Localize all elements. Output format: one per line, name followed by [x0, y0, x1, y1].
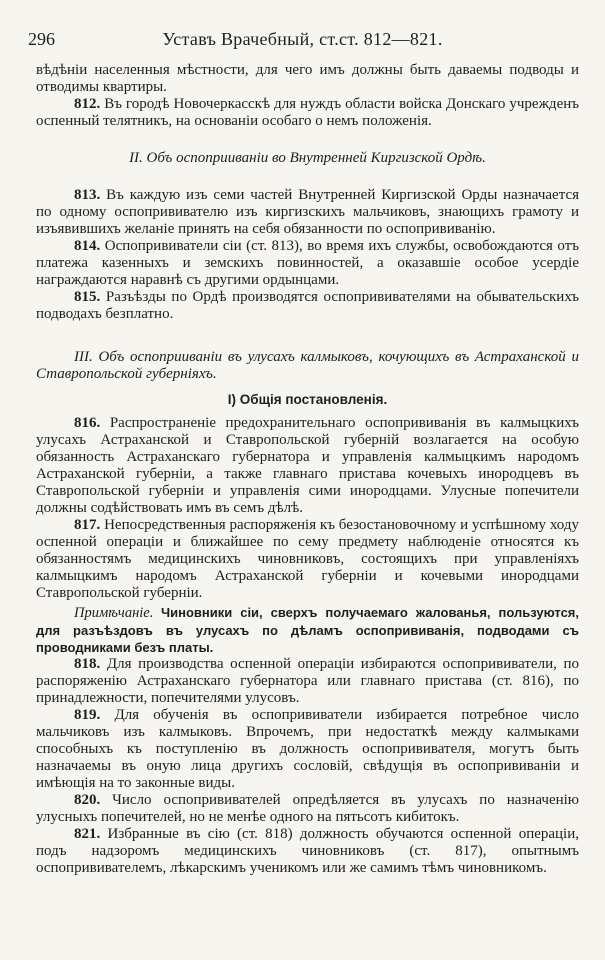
- article-text: Оспопрививатели сіи (ст. 813), во время ихъ службы, освобождаются отъ платежа казенныхъ и земскихъ повинностей, а оказавшіе особое усердіе награждаются наравнѣ съ другими ордынцами.: [36, 238, 580, 288]
- article-number: 818.: [74, 656, 101, 672]
- note-label: Примѣчаніе.: [74, 605, 154, 621]
- article-number: 814.: [74, 238, 101, 254]
- article-815: [36, 289, 579, 323]
- article-814: [36, 238, 579, 289]
- article-816: [36, 415, 579, 517]
- section-title-iii: III. Объ оспоприиваніи въ улусахъ калмыковъ, кочующихъ въ Астраханской и Ставропольской губерніяхъ.: [36, 349, 579, 382]
- article-817: [36, 517, 579, 602]
- article-text: Распространеніе предохранительнаго оспопрививанія въ калмыцкихъ улусахъ Астраханской и Ставропольской губерній возлагается на особую обязанность Астраханскаго губернатора и управленія калмыцкимъ народомъ Астраханской губерніи, а также главнаго пристава кочевыхъ инородцевъ въ Ставропольской губерніи и управленія сими инородцами. Улусные попечители должны содѣйствовать имъ въ семъ дѣлѣ.: [36, 415, 579, 516]
- article-text: Въ городѣ Новочеркасскѣ для нуждъ области войска Донскаго учрежденъ оспенный телятникъ, на основаніи особаго о немъ положенія.: [36, 96, 580, 129]
- article-number: 812.: [74, 96, 101, 112]
- article-text: Разъѣзды по Ордѣ производятся оспопрививателями на обывательскихъ подводахъ безплатно.: [36, 289, 580, 322]
- article-text: Въ каждую изъ семи частей Внутренней Киргизской Орды назначается по одному оспопрививателю изъ киргизскихъ мальчиковъ, знающихъ грамоту и изъявившихъ желаніе принять на себя обязанности по оспопрививанію.: [36, 187, 580, 237]
- article-819: [36, 707, 579, 792]
- note-text: Чиновники сіи, сверхъ получаемаго жалованья, пользуются, для разъѣздовъ въ улусахъ по дѣламъ оспопрививанія, подводами съ проводниками безъ платы.: [36, 605, 580, 655]
- article-number: 820.: [74, 792, 101, 808]
- article-number: 813.: [74, 187, 101, 203]
- note: [36, 604, 579, 656]
- article-812: [36, 96, 579, 130]
- article-number: 821.: [74, 826, 101, 842]
- page-body: [36, 62, 579, 877]
- page-number: 296: [28, 29, 55, 49]
- section-title-ii: II. Объ оспоприиваніи во Внутренней Киргизской Ордѣ.: [129, 150, 486, 166]
- running-head: Уставъ Врачебный, ст.ст. 812—821.: [162, 29, 443, 49]
- subsection-title: I) Общія постановленія.: [227, 392, 388, 407]
- article-number: 815.: [74, 289, 101, 305]
- article-820: [36, 792, 579, 826]
- article-text: Избранные въ сію (ст. 818) должность обучаются оспенной операціи, подъ надзоромъ медицинскихъ чиновниковъ (ст. 817), опытнымъ оспопрививателемъ, лѣкарскимъ ученикомъ или же самимъ тѣмъ чиновникомъ.: [36, 826, 580, 876]
- article-818: [36, 656, 579, 707]
- paragraph-continuation: вѣдѣніи населенныя мѣстности, для чего имъ должны быть даваемы подводы и отводимы квартиры.: [36, 62, 579, 95]
- article-text: Для производства оспенной операціи избираются оспопрививатели, по распоряженію Астраханскаго губернатора или главнаго пристава (ст. 816), по принадлежности, попечителями улусовъ.: [36, 656, 580, 706]
- article-text: Для обученія въ оспопрививатели избирается потребное число мальчиковъ изъ калмыковъ. Впрочемъ, при недостаткѣ между калмыками способныхъ къ поступленію въ должность оспопрививателя, могутъ быть назначаемы въ оную лица другихъ сословій, свѣдущія въ оспопрививаніи и имѣющія на то законные виды.: [36, 707, 579, 791]
- article-number: 819.: [74, 707, 101, 723]
- article-813: [36, 187, 579, 238]
- article-821: [36, 826, 579, 877]
- article-number: 816.: [74, 415, 101, 431]
- page-header: [28, 26, 577, 52]
- article-text: Число оспопрививателей опредѣляется въ улусахъ по назначенію улусныхъ попечителей, но не менѣе одного на пятьсотъ кибитокъ.: [36, 792, 579, 825]
- article-number: 817.: [74, 517, 101, 533]
- article-text: Непосредственныя распоряженія къ безостановочному и успѣшному ходу оспенной операціи и ближайшее по сему предмету наблюденіе относятся къ обязанностямъ медицинскихъ чиновниковъ, состоящихъ при управленіяхъ калмыцкимъ народомъ Астраханской губерніи и кочевыми инородцами Ставропольской губерніи.: [36, 517, 579, 601]
